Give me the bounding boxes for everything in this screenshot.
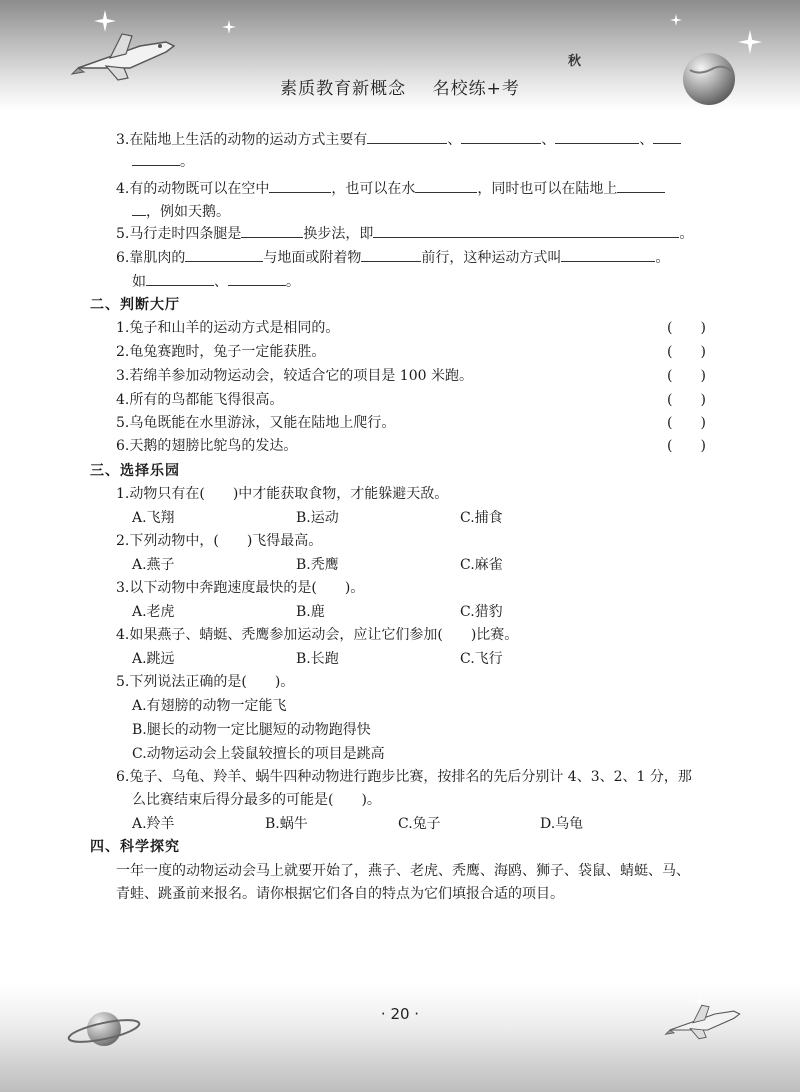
answer-blank[interactable] (653, 128, 681, 144)
question-fill-6: 6.靠肌肉的 与地面或附着物 前行，这种运动方式叫 。 (116, 246, 669, 268)
answer-parentheses[interactable]: ( ) (667, 344, 706, 360)
answer-parentheses[interactable]: ( ) (667, 392, 706, 408)
answer-blank[interactable] (132, 150, 180, 166)
choice-option[interactable]: A.燕子 (132, 557, 175, 573)
choice-question-stem: 2.下列动物中，( )飞得最高。 (116, 533, 323, 549)
answer-blank[interactable] (367, 128, 447, 144)
choice-option[interactable]: C.猎豹 (460, 604, 503, 620)
page-number: · 20 · (380, 1005, 420, 1023)
answer-blank[interactable] (561, 246, 655, 262)
answer-blank[interactable] (461, 128, 541, 144)
choice-option[interactable]: A.有翅膀的动物一定能飞 (132, 698, 287, 714)
choice-option[interactable]: C.动物运动会上袋鼠较擅长的项目是跳高 (132, 746, 385, 762)
sparkle-star-icon (94, 10, 116, 32)
sparkle-star-icon (738, 30, 762, 54)
choice-option[interactable]: A.老虎 (132, 604, 175, 620)
answer-blank[interactable] (185, 246, 263, 262)
judge-item: 5.乌龟既能在水里游泳，又能在陆地上爬行。 (116, 415, 396, 431)
question-fill-4-cont: ，例如天鹅。 (132, 200, 230, 222)
answer-parentheses[interactable]: ( ) (667, 415, 706, 431)
choice-option[interactable]: A.羚羊 (132, 816, 175, 832)
answer-blank[interactable] (415, 177, 477, 193)
section-heading-choice: 三、选择乐园 (90, 463, 180, 479)
choice-question-stem: 3.以下动物中奔跑速度最快的是( )。 (116, 580, 365, 596)
choice-option[interactable]: C.麻雀 (460, 557, 503, 573)
answer-blank[interactable] (617, 177, 665, 193)
sparkle-star-icon (670, 14, 682, 26)
question-fill-5: 5.马行走时四条腿是 换步法，即 。 (116, 222, 693, 244)
judge-item: 2.龟兔赛跑时，兔子一定能获胜。 (116, 344, 326, 360)
judge-item: 4.所有的鸟都能飞得很高。 (116, 392, 284, 408)
choice-question-stem: 1.动物只有在( )中才能获取食物，才能躲避天敌。 (116, 486, 449, 502)
question-fill-3-cont: 。 (132, 150, 194, 172)
answer-parentheses[interactable]: ( ) (667, 438, 706, 454)
answer-blank[interactable] (361, 246, 421, 262)
choice-option[interactable]: D.乌龟 (540, 816, 584, 832)
answer-blank[interactable] (241, 222, 303, 238)
explore-paragraph-line: 青蛙、跳蚤前来报名。请你根据它们各自的特点为它们填报合适的项目。 (116, 886, 564, 902)
choice-option[interactable]: A.飞翔 (132, 510, 175, 526)
explore-paragraph-line: 一年一度的动物运动会马上就要开始了，燕子、老虎、秃鹰、海鸥、狮子、袋鼠、蜻蜓、马、 (116, 863, 690, 879)
answer-parentheses[interactable]: ( ) (667, 368, 706, 384)
choice-question-stem: 6.兔子、乌龟、羚羊、蜗牛四种动物进行跑步比赛，按排名的先后分别计 4、3、2、1 分，那 (116, 769, 692, 785)
choice-option[interactable]: B.秃鹰 (296, 557, 339, 573)
answer-blank[interactable] (555, 128, 639, 144)
answer-blank[interactable] (269, 177, 331, 193)
question-fill-3: 3.在陆地上生活的动物的运动方式主要有 、 、 、 (116, 128, 681, 150)
choice-option[interactable]: C.兔子 (398, 816, 441, 832)
choice-question-stem: 4.如果燕子、蜻蜓、秃鹰参加运动会，应让它们参加( )比赛。 (116, 627, 519, 643)
judge-item: 1.兔子和山羊的运动方式是相同的。 (116, 320, 340, 336)
choice-question-stem-cont: 么比赛结束后得分最多的可能是( )。 (132, 792, 381, 808)
choice-option[interactable]: A.跳远 (132, 651, 175, 667)
answer-blank[interactable] (132, 200, 146, 216)
section-heading-explore: 四、科学探究 (90, 839, 180, 855)
section-heading-judge: 二、判断大厅 (90, 297, 180, 313)
season-label: 秋 (568, 54, 582, 69)
choice-question-stem: 5.下列说法正确的是( )。 (116, 674, 295, 690)
choice-option[interactable]: B.运动 (296, 510, 339, 526)
choice-option[interactable]: C.飞行 (460, 651, 503, 667)
choice-option[interactable]: B.鹿 (296, 604, 325, 620)
answer-blank[interactable] (146, 270, 214, 286)
answer-blank[interactable] (228, 270, 286, 286)
choice-option[interactable]: C.捕食 (460, 510, 503, 526)
series-subtitle: 名校练+考 (432, 79, 520, 99)
judge-item: 3.若绵羊参加动物运动会，较适合它的项目是 100 米跑。 (116, 368, 473, 384)
choice-option[interactable]: B.腿长的动物一定比腿短的动物跑得快 (132, 722, 371, 738)
answer-blank[interactable] (373, 222, 679, 238)
series-title: 素质教育新概念 (280, 79, 407, 99)
choice-option[interactable]: B.蜗牛 (265, 816, 308, 832)
judge-item: 6.天鹅的翅膀比鸵鸟的发达。 (116, 438, 298, 454)
answer-parentheses[interactable]: ( ) (667, 320, 706, 336)
page-title (0, 74, 800, 99)
choice-option[interactable]: B.长跑 (296, 651, 339, 667)
question-fill-6-cont: 如 、 。 (132, 270, 300, 292)
sparkle-star-icon (222, 20, 236, 34)
question-fill-4: 4.有的动物既可以在空中 ，也可以在水 ，同时也可以在陆地上 (116, 177, 665, 199)
